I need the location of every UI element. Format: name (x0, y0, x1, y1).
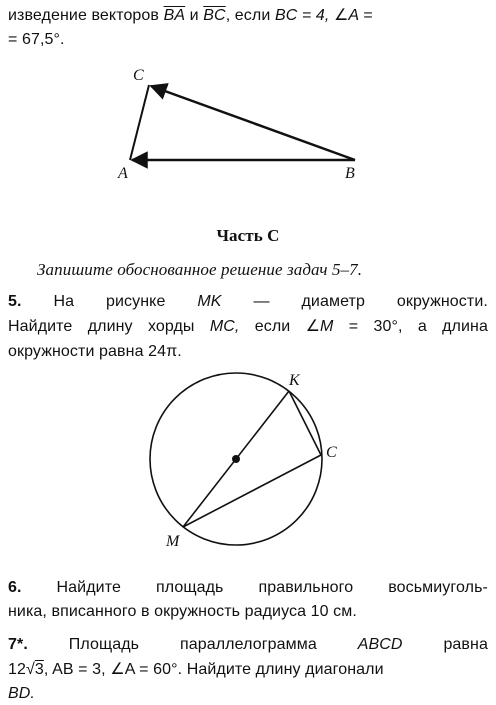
p5-w4: диаметр (301, 293, 365, 310)
label-c2: C (326, 444, 337, 461)
p6-w1: площадь (155, 579, 224, 596)
problem7-line1 (8, 634, 488, 656)
problem4-if: , если (225, 7, 275, 24)
p5-l2-w7: 30°, (373, 318, 403, 335)
problem7-number: 7*. (8, 636, 28, 653)
p5-l2-w2: хорды (147, 318, 195, 335)
p7-w1: параллелограмма (179, 636, 317, 653)
p7-w0: Площадь (68, 636, 140, 653)
p6-w2: правильного (258, 579, 354, 596)
problem7-line2 (8, 659, 488, 681)
label-c: C (133, 67, 144, 84)
p5-w0: На (53, 293, 75, 310)
center-point (232, 455, 240, 463)
circle-figure (150, 372, 337, 550)
p6-w0: Найдите (56, 579, 121, 596)
vector-bc: $\overline{BC}$ (203, 7, 226, 24)
p5-l2-w3: MC, (209, 318, 240, 335)
chord-kc (289, 391, 321, 455)
problem7-line3: BD. (8, 685, 35, 702)
problem5-number: 5. (8, 293, 22, 310)
problem4-and: и (185, 7, 204, 24)
p5-l2-w1: длину (87, 318, 133, 335)
p5-w2: MK (197, 293, 222, 310)
section-title: Часть С (216, 226, 280, 245)
label-m: M (166, 533, 180, 550)
problem6-line1 (8, 577, 488, 599)
p7-coef: 12 (8, 661, 26, 678)
sqrt-sign: √ (26, 661, 35, 678)
vector-ba: $\overline{BA}$ (163, 7, 186, 24)
p5-l2-w8: а (417, 318, 427, 335)
p5-l2-w4: если (254, 318, 291, 335)
problem6-number: 6. (8, 579, 22, 596)
problem5-line1 (8, 291, 488, 313)
problem4-text: изведение векторов (8, 7, 164, 24)
problem6-line2: ника, вписанного в окружность радиуса 10 см. (8, 603, 357, 620)
segment-ac (130, 85, 149, 160)
label-b: B (345, 165, 355, 182)
p7-w2: ABCD (357, 636, 403, 653)
label-a: A (118, 165, 128, 182)
section-instruction: Запишите обоснованное решение задач 5–7. (37, 260, 363, 279)
label-k: K (289, 372, 300, 389)
p5-l2-w6: = (348, 318, 359, 335)
p6-w3: восьмиуголь- (388, 579, 488, 596)
problem4-condition: BC = 4, ∠A = (274, 7, 373, 24)
problem5-line3: окружности равна 24π. (8, 343, 182, 360)
problem5-line2 (8, 316, 488, 338)
p7-rest: , AB = 3, ∠A = 60°. Найдите длину диагонали (43, 661, 384, 678)
p5-w3: — (253, 293, 270, 310)
p5-l2-w0: Найдите (8, 318, 73, 335)
p7-w3: равна (443, 636, 488, 653)
vector-bc-arrow (151, 86, 355, 160)
triangle-figure (117, 67, 355, 182)
p7-sqrt-arg: 3 (34, 661, 44, 678)
p5-l2-w5: ∠M (305, 318, 334, 335)
p5-w5: окружности. (396, 293, 488, 310)
problem4-angle-value: = 67,5°. (8, 31, 65, 48)
p5-w1: рисунке (106, 293, 166, 310)
p5-l2-w9: длина (442, 318, 488, 335)
